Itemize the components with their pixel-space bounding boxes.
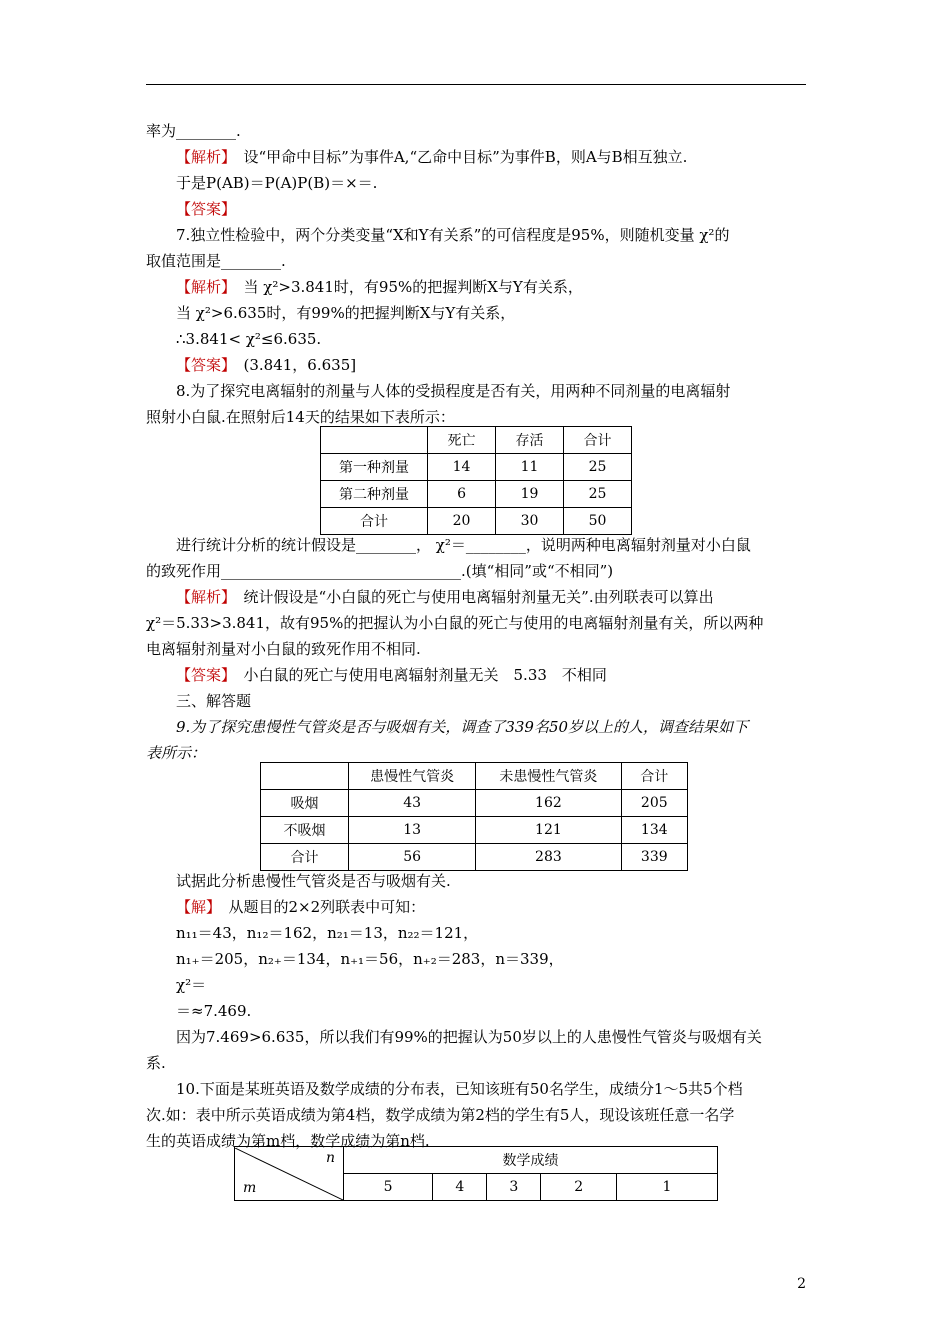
analysis-tag: 【解析】 bbox=[176, 148, 229, 166]
table-row: 5 4 3 2 1 bbox=[235, 1174, 718, 1201]
analysis-line: 【解析】 设“甲命中目标”为事件A,“乙命中目标”为事件B，则A与B相互独立. bbox=[176, 148, 688, 166]
text-line: n₁₁＝43，n₁₂＝162，n₂₁＝13，n₂₂＝121， bbox=[176, 924, 479, 942]
text-line: ＝≈7.469. bbox=[176, 1002, 252, 1020]
header-rule bbox=[146, 84, 806, 85]
text-line: 进行统计分析的统计假设是________， χ²＝________，说明两种电离辐射剂量对小白鼠 bbox=[176, 536, 751, 554]
analysis-line: 【解析】 当 χ²>3.841时，有95%的把握判断X与Y有关系， bbox=[176, 278, 583, 296]
text-line: χ²＝ bbox=[176, 976, 207, 994]
text-line: ∴3.841< χ²≤6.635. bbox=[176, 330, 322, 348]
table-row: 不吸烟 13 121 134 bbox=[261, 817, 688, 844]
text-line: 率为________. bbox=[146, 122, 241, 140]
analysis-tag: 【解析】 bbox=[176, 588, 229, 606]
table-row: 吸烟 43 162 205 bbox=[261, 790, 688, 817]
answer-line bbox=[176, 198, 236, 220]
text-line: 生的英语成绩为第m档，数学成绩为第n档. bbox=[146, 1132, 430, 1150]
analysis-tag: 【解析】 bbox=[176, 278, 229, 296]
table-row: 合计 20 30 50 bbox=[321, 508, 632, 535]
text-line: 因为7.469>6.635，所以我们有99%的把握认为50岁以上的人患慢性气管炎与吸烟有关 bbox=[176, 1028, 762, 1046]
group-header: 数学成绩 bbox=[344, 1147, 718, 1174]
table-smoking bbox=[260, 762, 688, 871]
question-7: 7.独立性检验中，两个分类变量“X和Y有关系”的可信程度是95%，则随机变量 χ²的 bbox=[176, 226, 730, 244]
solution-line: 【解】 从题目的2×2列联表中可知： bbox=[176, 898, 426, 916]
text-line: χ²＝5.33>3.841，故有95%的把握认为小白鼠的死亡与使用的电离辐射剂量有关，所以两种 bbox=[146, 614, 764, 632]
table-header-row bbox=[235, 1147, 718, 1174]
text-line: 电离辐射剂量对小白鼠的致死作用不相同. bbox=[146, 640, 421, 658]
answer-line: 【答案】 小白鼠的死亡与使用电离辐射剂量无关 5.33 不相同 bbox=[176, 666, 607, 684]
text-line: n₁₊＝205，n₂₊＝134，n₊₁＝56，n₊₂＝283，n＝339， bbox=[176, 950, 564, 968]
table-radiation bbox=[320, 426, 632, 535]
answer-tag: 【答案】 bbox=[176, 356, 229, 374]
text-line: 当 χ²>6.635时，有99%的把握判断X与Y有关系， bbox=[176, 304, 516, 322]
text-line: 试据此分析患慢性气管炎是否与吸烟有关. bbox=[176, 872, 451, 890]
table-row: 合计 56 283 339 bbox=[261, 844, 688, 871]
text-line: 取值范围是________. bbox=[146, 252, 286, 270]
table-header-row: 死亡 存活 合计 bbox=[321, 427, 632, 454]
table-header-row: 患慢性气管炎 未患慢性气管炎 合计 bbox=[261, 763, 688, 790]
diagonal-header-cell bbox=[235, 1147, 344, 1201]
corner-label-m: m bbox=[243, 1179, 257, 1196]
text-line: 于是P(AB)＝P(A)P(B)＝×＝. bbox=[176, 174, 378, 192]
corner-label-n: n bbox=[325, 1149, 335, 1166]
answer-tag: 【答案】 bbox=[176, 666, 229, 684]
question-10: 10.下面是某班英语及数学成绩的分布表，已知该班有50名学生，成绩分1～5共5个档 bbox=[176, 1080, 743, 1098]
section-heading: 三、解答题 bbox=[176, 692, 252, 710]
text-line: 表所示： bbox=[146, 744, 207, 762]
answer-line: 【答案】 (3.841，6.635] bbox=[176, 356, 357, 374]
table-row: 第一种剂量 14 11 25 bbox=[321, 454, 632, 481]
text-line: 照射小白鼠.在照射后14天的结果如下表所示： bbox=[146, 408, 455, 426]
text-line: 的致死作用________________________________.(填“相同”或“不相同”) bbox=[146, 562, 614, 580]
text-line: 次.如：表中所示英语成绩为第4档，数学成绩为第2档的学生有5人，现设该班任意一名学 bbox=[146, 1106, 735, 1124]
solution-tag: 【解】 bbox=[176, 898, 214, 916]
table-grades bbox=[234, 1146, 718, 1201]
question-8: 8.为了探究电离辐射的剂量与人体的受损程度是否有关，用两种不同剂量的电离辐射 bbox=[176, 382, 731, 400]
question-9: 9.为了探究患慢性气管炎是否与吸烟有关，调查了339名50岁以上的人，调查结果如下 bbox=[176, 718, 749, 736]
page-number: 2 bbox=[797, 1276, 806, 1292]
answer-tag: 【答案】 bbox=[176, 200, 237, 218]
table-row: 第二种剂量 6 19 25 bbox=[321, 481, 632, 508]
text-line: 系. bbox=[146, 1054, 166, 1072]
analysis-line: 【解析】 统计假设是“小白鼠的死亡与使用电离辐射剂量无关”.由列联表可以算出 bbox=[176, 588, 714, 606]
